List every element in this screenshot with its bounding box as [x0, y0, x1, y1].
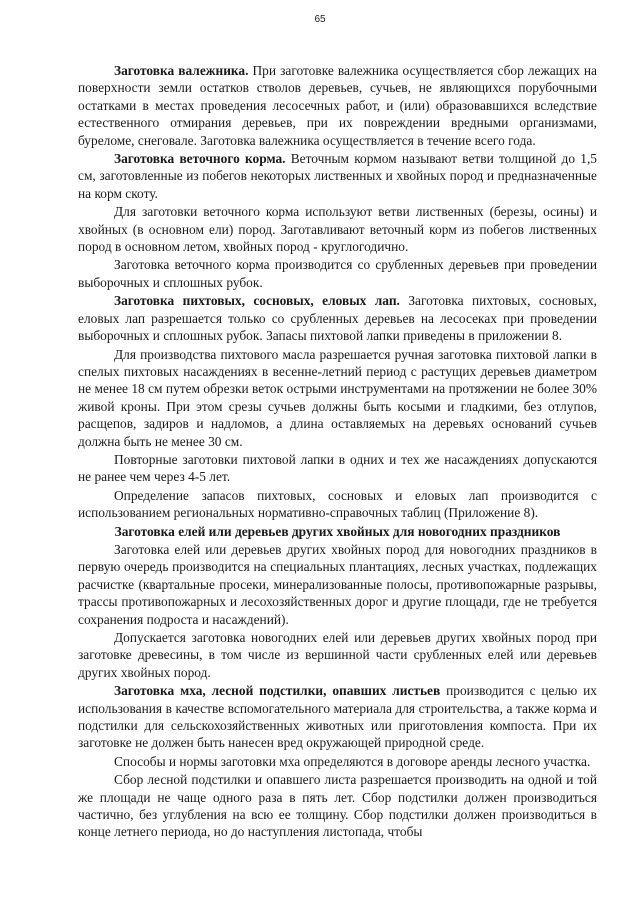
- heading-vetochny: Заготовка веточного корма.: [114, 151, 286, 167]
- paragraph-valezhnik: Заготовка валежника. При заготовке валежника осуществляется сбор лежащих на поверхности земли остатков стволов деревьев, сучьев, не являющихся порубочными остатками в местах проведения лесосечных работ, и (или) образовавшихся вследствие естественного отмирания деревьев, при их повреждении вредными организмами, буреломе, снеговале. Заготовка валежника осуществляется в течение всего года.: [78, 63, 597, 148]
- heading-eli: Заготовка елей или деревьев других хвойных для новогодних праздников: [114, 523, 561, 539]
- paragraph: Для производства пихтового масла разрешается ручная заготовка пихтовой лапки в спелых пихтовых насаждениях в весенне-летний период с растущих деревьев диаметром не менее 18 см путем обрезки веток острыми инструментами на протяжении не более 30% живой кроны. При этом срезы сучьев должны быть косыми и гладкими, без отлупов, расщепов, задиров и надломов, а длина оставляемых на деревьях оснований сучьев должна быть не менее 30 см.: [78, 346, 597, 449]
- paragraph-vetochny: Заготовка веточного корма. Веточным кормом называют ветви толщиной до 1,5 см, заготовленные из побегов некоторых лиственных и хвойных пород и предназначенные на корм скоту.: [78, 151, 597, 201]
- heading-valezhnik: Заготовка валежника.: [114, 63, 249, 78]
- paragraph: Определение запасов пихтовых, сосновых и еловых лап производится с использованием региональных нормативно-справочных таблиц (Приложение 8).: [78, 487, 597, 521]
- paragraph-lapy: Заготовка пихтовых, сосновых, еловых лап. Заготовка пихтовых, сосновых, еловых лап разрешается только со срубленных деревьев на лесосеках при проведении выборочных и сплошных рубок. Запасы пихтовой лапки приведены в приложении 8.: [78, 293, 597, 344]
- heading-lapy: Заготовка пихтовых, сосновых, еловых лап.: [114, 293, 400, 309]
- heading-mokh: Заготовка мха, лесной подстилки, опавших листьев: [114, 683, 441, 699]
- paragraph: Допускается заготовка новогодних елей или деревьев других хвойных пород при заготовке древесины, в том числе из вершинной части срубленных елей или деревьев других хвойных пород.: [78, 630, 597, 680]
- paragraph: Способы и нормы заготовки мха определяются в договоре аренды лесного участка.: [114, 753, 591, 769]
- paragraph: Повторные заготовки пихтовой лапки в одних и тех же насаждениях допускаются не ранее чем через 4-5 лет.: [78, 451, 597, 485]
- paragraph: Заготовка елей или деревьев других хвойных пород для новогодних праздников в первую очередь производится на специальных плантациях, лесных участках, подлежащих расчистке (квартальные просеки, минерализованные полосы, противопожарные разрывы, трассы противопожарных и лесохозяйственных дорог и другие площади, где не требуется сохранения подроста и насаждений).: [78, 541, 597, 627]
- page-number: 65: [314, 14, 326, 25]
- paragraph: Для заготовки веточного корма используют ветви лиственных (березы, осины) и хвойных (в основном ели) пород. Заготавливают веточный корм из побегов лиственных пород в основном летом, хвойных пород - круглогодично.: [78, 204, 597, 255]
- paragraph: Заготовка веточного корма производится со срубленных деревьев при проведении выборочных и сплошных рубок.: [78, 257, 597, 290]
- document-body: [78, 62, 597, 841]
- paragraph: Сбор лесной подстилки и опавшего листа разрешается производить на одной и той же площади не чаще одного раза в пять лет. Сбор подстилки должен производиться частично, без углубления на всю ее толщину. Сбор подстилки должен производиться в конце летнего периода, но до наступления листопада, чтобы: [78, 772, 597, 840]
- paragraph-mokh: Заготовка мха, лесной подстилки, опавших листьев производится с целью их использования в качестве вспомогательного материала для строительства, а также корма и подстилки для сельскохозяйственных животных или приготовления компоста. При их заготовке не должен быть нанесен вред окружающей природной среде.: [78, 683, 597, 751]
